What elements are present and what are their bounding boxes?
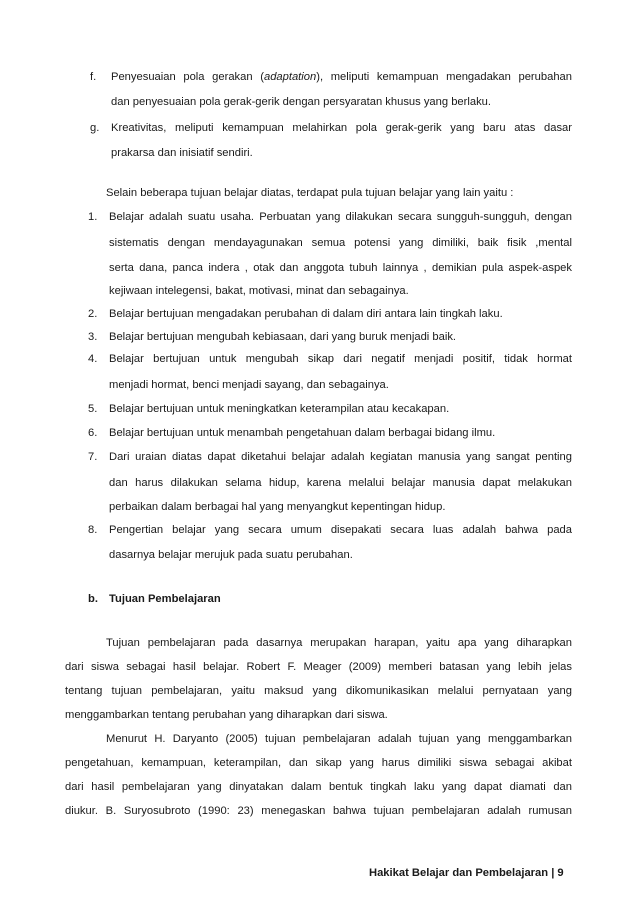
list-item-line: Belajar bertujuan mengadakan perubahan di dalam diri antara lain tingkah laku.	[109, 308, 503, 320]
list-item-line: Belajar bertujuan untuk menambah pengetahuan dalam berbagai bidang ilmu.	[109, 427, 496, 439]
paragraph-line: diukur. B. Suryosubroto (1990: 23) menegaskan bahwa tujuan pembelajaran adalah rumusan	[65, 805, 572, 817]
list-marker: g.	[90, 122, 100, 134]
list-marker: 4.	[88, 353, 98, 365]
paragraph-line: Tujuan pembelajaran pada dasarnya merupakan harapan, yaitu apa yang diharapkan	[106, 637, 572, 649]
list-item-line: kejiwaan intelegensi, bakat, motivasi, minat dan sebagainya.	[109, 285, 409, 297]
paragraph-line: pengetahuan, kemampuan, keterampilan, dan sikap yang harus dimiliki siswa sebagai akibat	[65, 757, 572, 769]
paragraph-line: menggambarkan tentang perubahan yang diharapkan dari siswa.	[65, 709, 388, 721]
list-marker: 6.	[88, 427, 98, 439]
list-item-line	[111, 146, 253, 160]
list-item-line	[111, 70, 572, 84]
list-item-line: Belajar bertujuan untuk mengubah sikap dari negatif menjadi positif, tidak hormat	[109, 353, 572, 365]
list-marker: 7.	[88, 451, 98, 463]
list-marker: f.	[90, 71, 97, 83]
list-marker: 1.	[88, 211, 98, 223]
list-item-line: perbaikan dalam berbagai hal yang menyangkut kepentingan hidup.	[109, 501, 446, 513]
text-run: Penyesuaian pola gerakan (	[111, 71, 264, 83]
list-marker: 5.	[88, 403, 98, 415]
list-item-line: serta dana, panca indera , otak dan anggota tubuh lainnya , demikian pula aspek-aspek	[109, 262, 572, 274]
list-item-line	[111, 121, 572, 135]
list-marker: 8.	[88, 524, 98, 536]
list-item-line: menjadi hormat, benci menjadi sayang, dan sebagainya.	[109, 379, 389, 391]
text-run: ), meliputi kemampuan mengadakan perubahan	[316, 71, 572, 83]
list-item-line	[111, 95, 491, 109]
list-item-line: Belajar bertujuan mengubah kebiasaan, dari yang buruk menjadi baik.	[109, 331, 457, 343]
list-item-line: Pengertian belajar yang secara umum disepakati secara luas adalah bahwa pada	[109, 524, 572, 536]
section-title: Tujuan Pembelajaran	[109, 593, 221, 605]
list-item-line: dan harus dilakukan selama hidup, karena melalui belajar manusia dapat melakukan	[109, 477, 572, 489]
italic-term: adaptation	[263, 71, 317, 83]
list-marker: 3.	[88, 331, 98, 343]
list-item-line: Dari uraian diatas dapat diketahui belajar adalah kegiatan manusia yang sangat penting	[109, 451, 572, 463]
text-run: Kreativitas, meliputi kemampuan melahirkan pola gerak-gerik yang baru atas dasar	[111, 122, 572, 134]
paragraph-line: tentang tujuan pembelajaran, yaitu maksud yang dikomunikasikan melalui pernyataan yang	[65, 685, 572, 697]
section-marker: b.	[88, 593, 98, 605]
page-footer: Hakikat Belajar dan Pembelajaran | 9	[369, 867, 564, 879]
list-item-line: Belajar bertujuan untuk meningkatkan keterampilan atau kecakapan.	[109, 403, 450, 415]
paragraph-line: Menurut H. Daryanto (2005) tujuan pembelajaran adalah tujuan yang menggambarkan	[106, 733, 572, 745]
intro-line: Selain beberapa tujuan belajar diatas, terdapat pula tujuan belajar yang lain yaitu :	[106, 187, 514, 199]
paragraph-line: dari siswa sebagai hasil belajar. Robert F. Meager (2009) memberi batasan yang lebih jelas	[65, 661, 572, 673]
list-item-line: Belajar adalah suatu usaha. Perbuatan yang dilakukan secara sungguh-sungguh, dengan	[109, 211, 572, 223]
text-run: prakarsa dan inisiatif sendiri.	[111, 147, 253, 159]
list-marker: 2.	[88, 308, 98, 320]
text-run: dan penyesuaian pola gerak-gerik dengan persyaratan khusus yang berlaku.	[111, 96, 492, 108]
paragraph-line: dari hasil pembelajaran yang dinyatakan dalam bentuk tingkah laku yang dapat diamati dan	[65, 781, 572, 793]
list-item-line: dasarnya belajar merujuk pada suatu perubahan.	[109, 549, 353, 561]
list-item-line: sistematis dengan mendayagunakan semua potensi yang dimiliki, baik fisik ,mental	[109, 237, 572, 249]
